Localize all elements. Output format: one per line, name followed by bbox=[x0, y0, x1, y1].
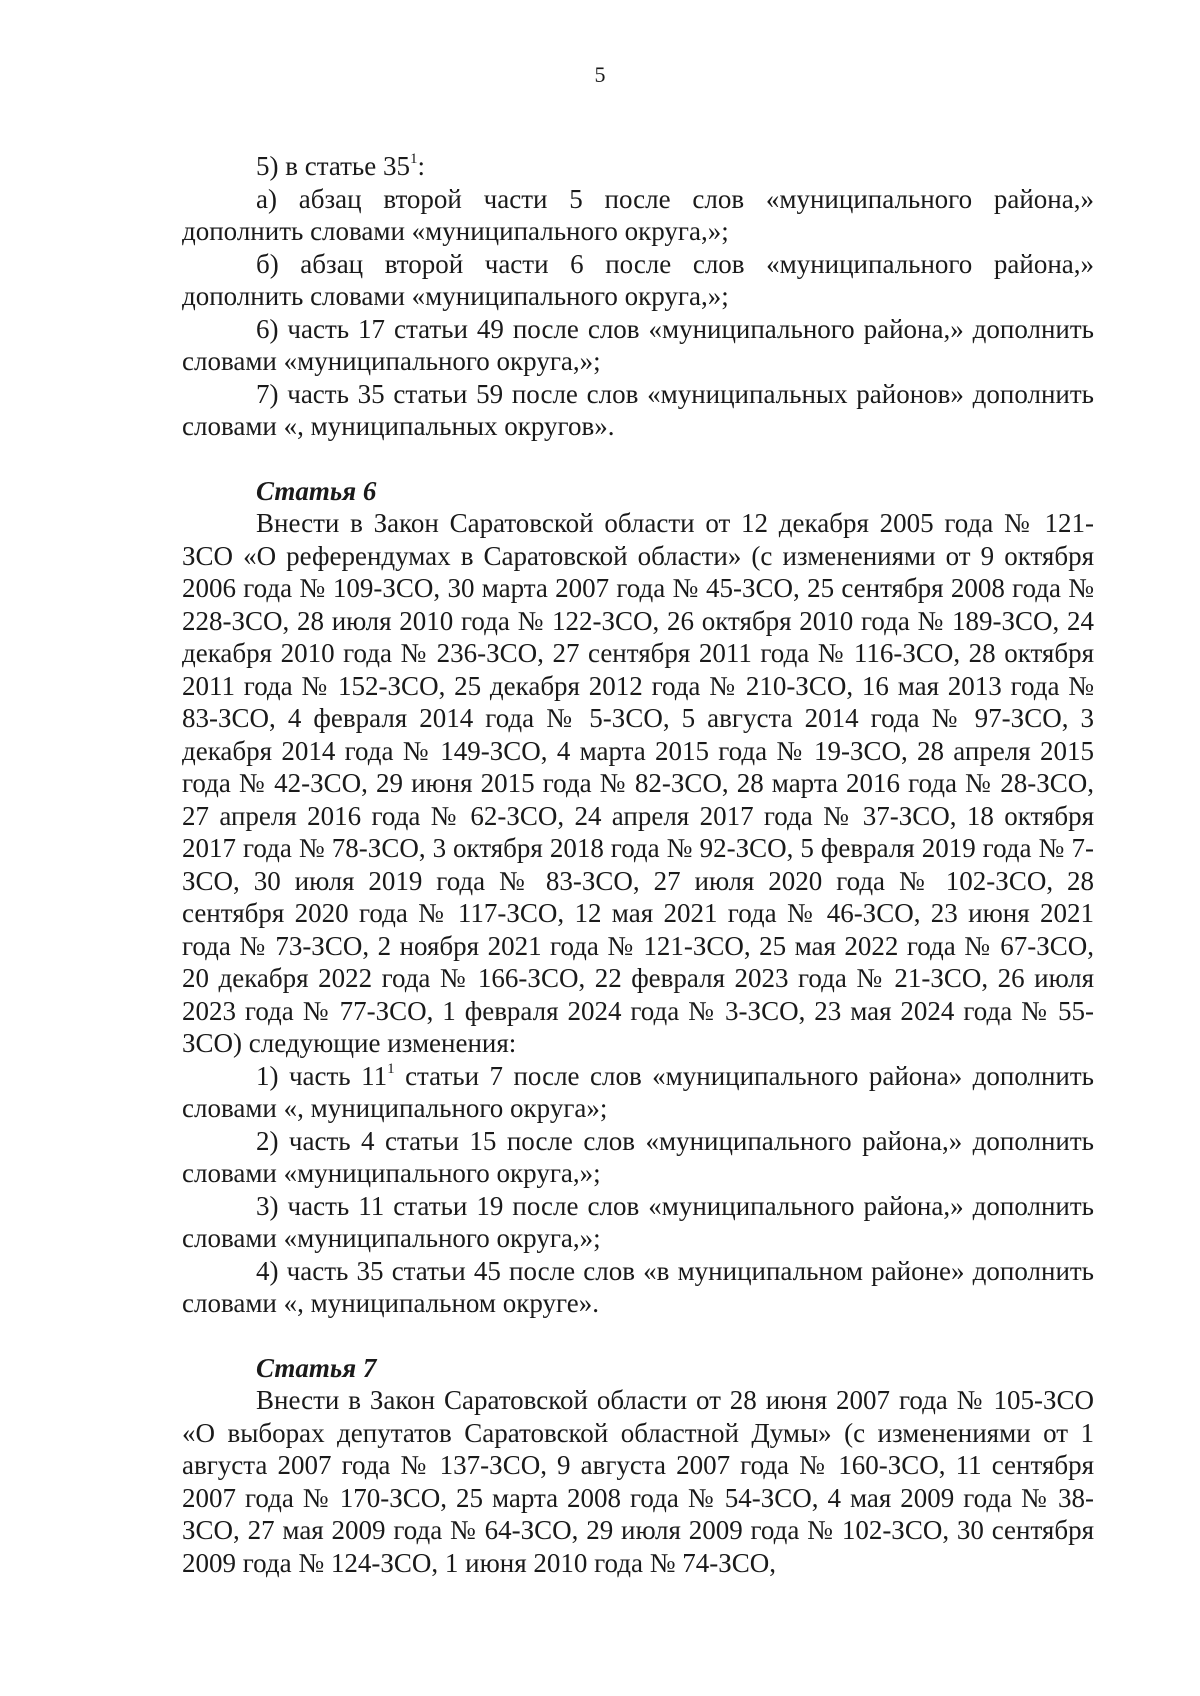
article-6-title: Статья 6 bbox=[256, 475, 377, 506]
article-6-item-3: 3) часть 11 статьи 19 после слов «муниципального района,» дополнить словами «муниципального округа,»; bbox=[182, 1190, 1094, 1253]
page-number: 5 bbox=[594, 62, 606, 87]
article-7-intro: Внести в Закон Саратовской области от 28 июня 2007 года № 105-ЗСО «О выборах депутатов Саратовской областной Думы» (с изменениями от 1 августа 2007 года № 137-ЗСО, 9 августа 2007 года № 160-ЗСО, 11 сентября 2007 года № 170-ЗСО, 25 марта 2008 года № 54-ЗСО, 4 мая 2009 года № 38-ЗСО, 27 мая 2009 года № 64-ЗСО, 29 июля 2009 года № 102-ЗСО, 30 сентября 2009 года № 124-ЗСО, 1 июня 2010 года № 74-ЗСО, bbox=[182, 1385, 1094, 1578]
article-7-title: Статья 7 bbox=[256, 1352, 377, 1383]
item-5-heading bbox=[182, 150, 1094, 183]
item-6: 6) часть 17 статьи 49 после слов «муниципального района,» дополнить словами «муниципального округа,»; bbox=[182, 313, 1094, 376]
item-7: 7) часть 35 статьи 59 после слов «муниципальных районов» дополнить словами «, муниципальных округов». bbox=[182, 378, 1094, 441]
item-5-colon: : bbox=[417, 151, 425, 181]
article-6-item-2: 2) часть 4 статьи 15 после слов «муниципального района,» дополнить словами «муниципального округа,»; bbox=[182, 1125, 1094, 1188]
article-6-intro: Внести в Закон Саратовской области от 12 декабря 2005 года № 121-ЗСО «О референдумах в Саратовской области» (с изменениями от 9 октября 2006 года № 109-ЗСО, 30 марта 2007 года № 45-ЗСО, 25 сентября 2008 года № 228-ЗСО, 28 июля 2010 года № 122-ЗСО, 26 октября 2010 года № 189-ЗСО, 24 декабря 2010 года № 236-ЗСО, 27 сентября 2011 года № 116-ЗСО, 28 октября 2011 года № 152-ЗСО, 25 декабря 2012 года № 210-ЗСО, 16 мая 2013 года № 83-ЗСО, 4 февраля 2014 года № 5-ЗСО, 5 августа 2014 года № 97-ЗСО, 3 декабря 2014 года № 149-ЗСО, 4 марта 2015 года № 19-ЗСО, 28 апреля 2015 года № 42-ЗСО, 29 июня 2015 года № 82-ЗСО, 28 марта 2016 года № 28-ЗСО, 27 апреля 2016 года № 62-ЗСО, 24 апреля 2017 года № 37-ЗСО, 18 октября 2017 года № 78-ЗСО, 3 октября 2018 года № 92-ЗСО, 5 февраля 2019 года № 7-ЗСО, 30 июля 2019 года № 83-ЗСО, 27 июля 2020 года № 102-ЗСО, 28 сентября 2020 года № 117-ЗСО, 12 мая 2021 года № 46-ЗСО, 23 июня 2021 года № 73-ЗСО, 2 ноября 2021 года № 121-ЗСО, 25 мая 2022 года № 67-ЗСО, 20 декабря 2022 года № 166-ЗСО, 22 февраля 2023 года № 21-ЗСО, 26 июля 2023 года № 77-ЗСО, 1 февраля 2024 года № 3-ЗСО, 23 мая 2024 года № 55-ЗСО) следующие изменения: bbox=[182, 508, 1094, 1058]
subitem-a: а) абзац второй части 5 после слов «муниципального района,» дополнить словами «муниципального округа,»; bbox=[182, 183, 1094, 246]
article-6-item-1-suffix: статьи 7 после слов «муниципального района» дополнить словами «, муниципального округа»; bbox=[182, 1060, 1094, 1123]
article-6-item-1 bbox=[182, 1060, 1094, 1125]
item-5-text: 5) в статье 35 bbox=[256, 151, 410, 181]
item-5-superscript: 1 bbox=[409, 151, 418, 167]
article-6-item-1-superscript: 1 bbox=[387, 1060, 395, 1077]
subitem-b: б) абзац второй части 6 после слов «муниципального района,» дополнить словами «муниципального округа,»; bbox=[182, 248, 1094, 311]
document-body bbox=[182, 150, 1094, 1579]
article-6-item-1-prefix: 1) часть 11 bbox=[256, 1060, 388, 1091]
article-6-item-4: 4) часть 35 статьи 45 после слов «в муниципальном районе» дополнить словами «, муниципальном округе». bbox=[182, 1255, 1094, 1318]
